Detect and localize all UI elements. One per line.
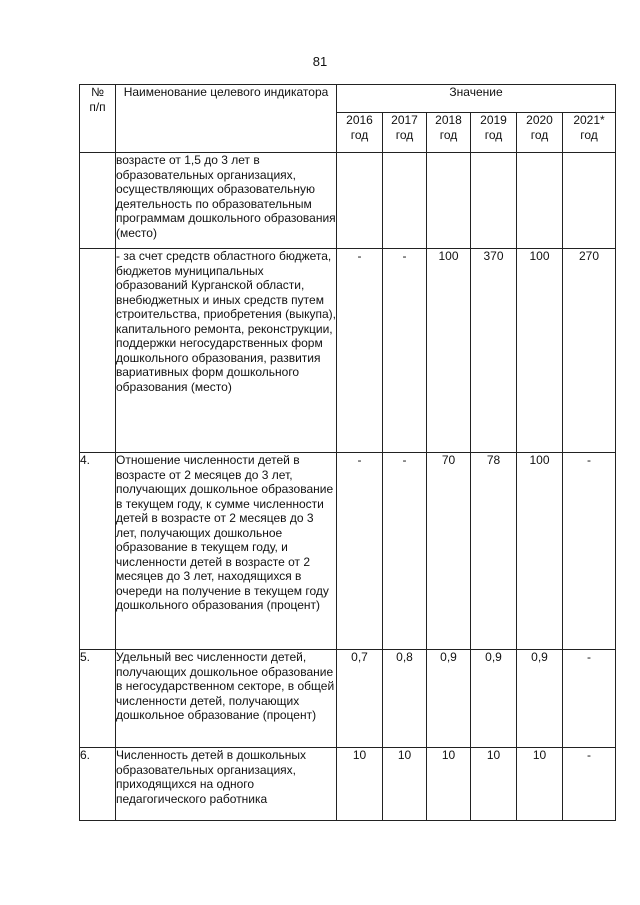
row-number xyxy=(80,153,116,249)
indicator-name: Численность детей в дошкольных образовательных организациях, приходящихся на одного педагогического работника xyxy=(116,748,337,821)
table-row xyxy=(80,249,616,453)
value-cell: 370 xyxy=(471,249,517,453)
indicator-name: Удельный вес численности детей, получающих дошкольное образование в негосударственном секторе, в общей численности детей, получающих дошкольное образование (процент) xyxy=(116,650,337,748)
indicator-name: - за счет средств областного бюджета, бюджетов муниципальных образований Курганской области, внебюджетных и иных средств путем строительства, приобретения (выкупа), капитального ремонта, реконструкции, поддержки негосударственных форм дошкольного образования, развития вариативных форм дошкольного образования (место) xyxy=(116,249,337,453)
value-cell: - xyxy=(383,453,427,650)
table-row xyxy=(80,650,616,748)
header-value: Значение xyxy=(337,85,616,113)
row-number: 4. xyxy=(80,453,116,650)
value-cell: - xyxy=(563,453,616,650)
page-number: 81 xyxy=(312,54,328,69)
value-cell: - xyxy=(337,249,383,453)
header-row-main xyxy=(80,85,616,113)
header-year: 2016 год xyxy=(337,113,383,153)
row-number: 6. xyxy=(80,748,116,821)
indicator-name: возрасте от 1,5 до 3 лет в образовательных организациях, осуществляющих образовательную деятельность по образовательным программам дошкольного образования (место) xyxy=(116,153,337,249)
header-year: 2017 год xyxy=(383,113,427,153)
header-year: 2019 год xyxy=(471,113,517,153)
header-year: 2021* год xyxy=(563,113,616,153)
value-cell xyxy=(427,153,471,249)
value-cell: - xyxy=(383,249,427,453)
value-cell xyxy=(337,153,383,249)
value-cell: 70 xyxy=(427,453,471,650)
value-cell: 0,9 xyxy=(427,650,471,748)
value-cell xyxy=(563,153,616,249)
value-cell: 0,9 xyxy=(517,650,563,748)
value-cell: - xyxy=(337,453,383,650)
value-cell: 10 xyxy=(427,748,471,821)
value-cell xyxy=(383,153,427,249)
value-cell: 10 xyxy=(517,748,563,821)
value-cell: - xyxy=(563,748,616,821)
value-cell: 0,8 xyxy=(383,650,427,748)
value-cell: 0,7 xyxy=(337,650,383,748)
header-indicator-name: Наименование целевого индикатора xyxy=(116,85,337,153)
value-cell: 10 xyxy=(383,748,427,821)
value-cell: 10 xyxy=(471,748,517,821)
value-cell: 0,9 xyxy=(471,650,517,748)
value-cell: 270 xyxy=(563,249,616,453)
indicators-table xyxy=(79,84,616,821)
value-cell: 100 xyxy=(517,249,563,453)
row-number xyxy=(80,249,116,453)
header-year: 2018 год xyxy=(427,113,471,153)
value-cell xyxy=(471,153,517,249)
table-row xyxy=(80,453,616,650)
value-cell: 78 xyxy=(471,453,517,650)
table-row xyxy=(80,748,616,821)
value-cell: 10 xyxy=(337,748,383,821)
value-cell: 100 xyxy=(517,453,563,650)
value-cell: 100 xyxy=(427,249,471,453)
value-cell xyxy=(517,153,563,249)
header-year: 2020 год xyxy=(517,113,563,153)
table-row xyxy=(80,153,616,249)
indicator-name: Отношение численности детей в возрасте от 2 месяцев до 3 лет, получающих дошкольное образование в текущем году, к сумме численности детей в возрасте от 2 месяцев до 3 лет, получающих дошкольное образование в текущем году, и численности детей в возрасте от 2 месяцев до 3 лет, находящихся в очереди на получение в текущем году дошкольного образования (процент) xyxy=(116,453,337,650)
value-cell: - xyxy=(563,650,616,748)
row-number: 5. xyxy=(80,650,116,748)
header-number: № п/п xyxy=(80,85,116,153)
